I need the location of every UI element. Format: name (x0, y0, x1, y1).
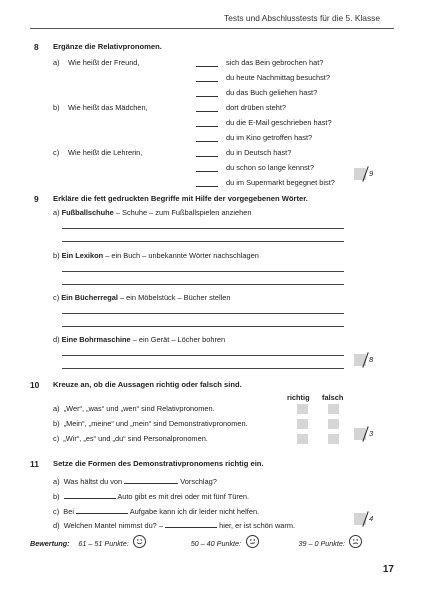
task8-b-label: b) (53, 103, 60, 112)
task9-d-term: Eine Bohrmaschine (61, 335, 131, 344)
writing-line[interactable] (62, 241, 344, 242)
task11-c-before: Bei (63, 507, 74, 516)
task9-b-term: Ein Lexikon (61, 251, 104, 260)
task11-score-points: 4 (369, 514, 374, 523)
task9-d-label: d) (53, 335, 60, 344)
task9-title: Erkläre die fett gedruckten Begriffe mit Hilfe der vorgegebenen Wörter. (53, 194, 308, 203)
task9-b-label: b) (53, 251, 60, 260)
task8-title: Ergänze die Relativpronomen. (53, 42, 162, 51)
writing-line[interactable] (62, 284, 344, 285)
column-richtig: richtig (287, 393, 310, 402)
rating-range-3: 39 – 0 Punkte: (298, 539, 345, 548)
answer-blank[interactable] (124, 475, 178, 484)
writing-line[interactable] (62, 326, 344, 327)
task8-a-end2: du heute Nachmittag besuchst? (226, 73, 330, 82)
rating-row (30, 533, 362, 551)
task9-d (53, 335, 225, 344)
task11-d-label: d) (53, 521, 60, 530)
task8-b-lead: Wie heißt das Mädchen, (68, 103, 148, 112)
task9-a (53, 208, 251, 217)
task11-b-after: Auto gibt es mit drei oder mit fünf Türen. (117, 492, 250, 501)
header-rule (30, 28, 394, 29)
writing-line[interactable] (62, 271, 344, 272)
richtig-checkbox[interactable] (297, 404, 308, 414)
task9-c-term: Ein Bücherregal (61, 293, 118, 302)
rating-range-1: 61 – 51 Punkte: (78, 539, 129, 548)
rating-range-2: 50 – 40 Punkte: (190, 539, 242, 548)
task9-number: 9 (34, 194, 39, 204)
task11-title: Setze die Formen des Demonstrativpronomens richtig ein. (53, 459, 264, 468)
task9-score-points: 8 (369, 355, 374, 364)
task10-score-box[interactable] (354, 428, 374, 440)
task8-a-end3: du das Buch geliehen hast? (226, 88, 318, 97)
task8-b-end2: du die E-Mail geschrieben hast? (226, 118, 332, 127)
task11-b-label: b) (53, 492, 60, 501)
task11-number: 11 (30, 459, 39, 469)
falsch-checkbox[interactable] (328, 419, 339, 429)
task8-c-label: c) (53, 148, 60, 157)
answer-blank[interactable] (196, 163, 218, 172)
answer-blank[interactable] (196, 118, 218, 127)
rating-label: Bewertung: (30, 539, 70, 548)
task8-c-end2: du schon so lange kennst? (226, 163, 314, 172)
task10-a-text: „Wer“, „was“ und „wen“ sind Relativpronomen. (63, 404, 215, 413)
writing-line[interactable] (62, 313, 344, 314)
task11-a-before: Was hältst du von (63, 477, 123, 486)
task9-c-label: c) (53, 293, 60, 302)
task11-d-before: Welchen Mantel nimmst du? – (63, 521, 163, 530)
task9-c-words: – ein Möbelstück – Bücher stellen (119, 293, 231, 302)
task8-a-lead: Wie heißt der Freund, (68, 58, 140, 67)
writing-line[interactable] (62, 368, 344, 369)
task10-score-points: 3 (369, 429, 374, 438)
answer-blank[interactable] (196, 133, 218, 142)
answer-blank[interactable] (196, 58, 218, 67)
task8-score-box[interactable] (354, 168, 374, 180)
answer-blank[interactable] (196, 88, 218, 97)
task11-c-label: c) (53, 507, 60, 516)
task9-c (53, 293, 231, 302)
answer-blank[interactable] (165, 519, 217, 528)
answer-blank[interactable] (196, 103, 218, 112)
task11-a-after: Vorschlag? (180, 477, 217, 486)
page-header-title: Tests und Abschlusstests für die 5. Klasse (224, 13, 380, 23)
task9-score-box[interactable] (354, 354, 374, 366)
writing-line[interactable] (62, 228, 344, 229)
task8-c-end3: du im Supermarkt begegnet bist? (226, 178, 335, 187)
task9-b (53, 251, 259, 260)
task11-c-after: Aufgabe kann ich dir leider nicht helfen. (129, 507, 260, 516)
task10-a-label: a) (53, 404, 60, 413)
writing-line[interactable] (62, 355, 344, 356)
task8-number: 8 (34, 42, 39, 52)
task10-c (53, 434, 208, 443)
sad-face-icon (349, 535, 362, 548)
task9-b-words: – ein Buch – unbekannte Wörter nachschlagen (105, 251, 259, 260)
task9-a-label: a) (53, 208, 60, 217)
task8-c-end1: du in Deutsch hast? (226, 148, 292, 157)
task10-number: 10 (30, 380, 40, 390)
answer-blank[interactable] (196, 73, 218, 82)
task11-b (53, 490, 249, 501)
task10-c-label: c) (53, 434, 60, 443)
column-falsch: falsch (322, 393, 344, 402)
task10-b (53, 419, 248, 428)
task11-d (53, 519, 295, 530)
task10-b-text: „Mein“, „meine“ und „mein“ sind Demonstrativpronomen. (63, 419, 248, 428)
task11-a (53, 475, 217, 486)
task8-b-end1: dort drüben steht? (226, 103, 286, 112)
page-number: 17 (382, 564, 394, 575)
task10-b-label: b) (53, 419, 60, 428)
task8-a-label: a) (53, 58, 60, 67)
richtig-checkbox[interactable] (297, 419, 308, 429)
task9-a-term: Fußballschuhe (61, 208, 114, 217)
task11-score-box[interactable] (354, 513, 374, 525)
task8-a-end1: sich das Bein gebrochen hat? (226, 58, 324, 67)
task10-c-text: „Wir“, „es“ und „du“ sind Personalpronomen. (63, 434, 208, 443)
falsch-checkbox[interactable] (328, 404, 339, 414)
answer-blank[interactable] (76, 505, 128, 514)
neutral-face-icon (246, 535, 259, 548)
task8-b-end3: du im Kino getroffen hast? (226, 133, 313, 142)
task8-score-points: 9 (369, 169, 374, 178)
answer-blank[interactable] (196, 148, 218, 157)
task8-c-lead: Wie heißt die Lehrerin, (68, 148, 143, 157)
task11-c (53, 505, 259, 516)
falsch-checkbox[interactable] (328, 434, 339, 444)
task10-title: Kreuze an, ob die Aussagen richtig oder falsch sind. (53, 380, 242, 389)
task9-d-words: – ein Gerät – Löcher bohren (132, 335, 226, 344)
task11-d-after: hier, er ist schön warm. (219, 521, 296, 530)
answer-blank[interactable] (64, 490, 116, 499)
answer-blank[interactable] (196, 178, 218, 187)
task11-a-label: a) (53, 477, 60, 486)
task9-a-words: – Schuhe – zum Fußballspielen anziehen (115, 208, 252, 217)
task10-a (53, 404, 215, 413)
richtig-checkbox[interactable] (297, 434, 308, 444)
happy-face-icon (133, 535, 146, 548)
